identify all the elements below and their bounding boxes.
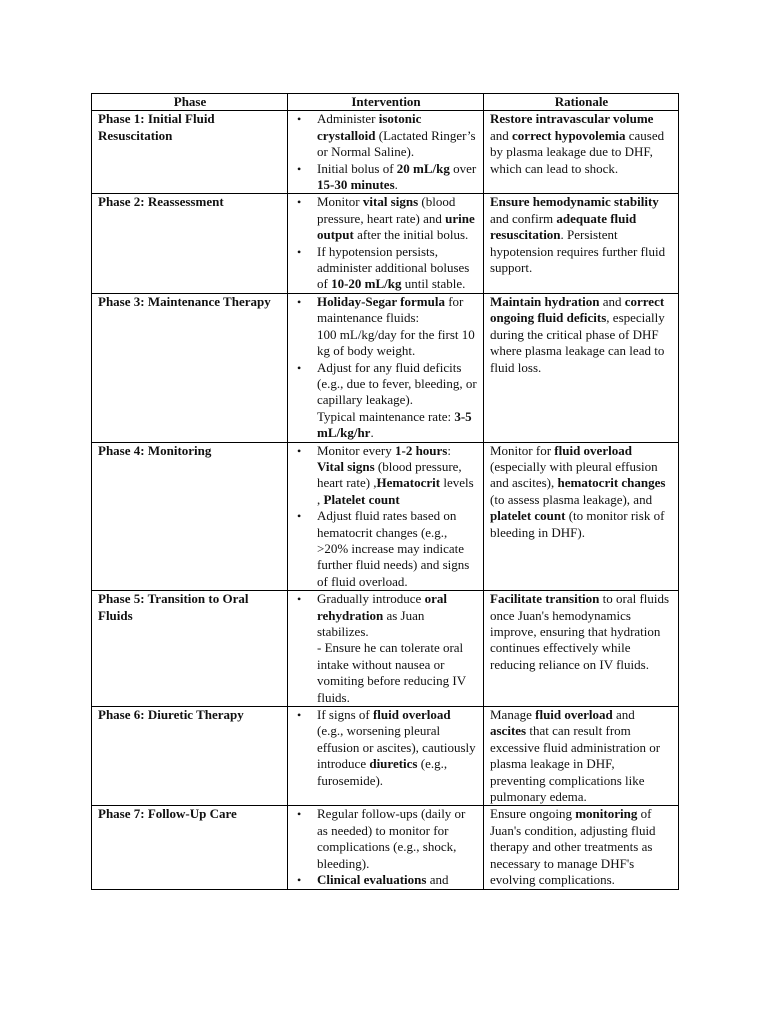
table-row	[92, 293, 679, 442]
text: and	[426, 872, 449, 888]
text: that can result from excessive fluid administration or plasma leakage in DHF, preventing complications like pulmonary edema.	[490, 723, 661, 805]
list-item	[294, 872, 478, 888]
bold-text: hematocrit changes	[557, 475, 666, 491]
bullet-icon: •	[297, 443, 302, 458]
text: and confirm	[490, 210, 557, 226]
table-row	[92, 707, 679, 806]
bold-text: platelet count	[490, 508, 566, 524]
list-item	[294, 591, 478, 706]
bold-text: adequate fluid resuscitation	[490, 210, 637, 243]
list-item	[294, 707, 478, 789]
bold-text: 3-5 mL/kg/hr	[317, 408, 472, 441]
intervention-list	[294, 294, 478, 442]
bold-text: 15-30 minutes	[317, 177, 395, 193]
list-item	[294, 244, 478, 293]
header-intervention: Intervention	[288, 94, 484, 111]
intervention-cell	[288, 707, 484, 806]
phase-cell: Phase 1: Initial Fluid Resuscitation	[92, 111, 288, 194]
list-item	[294, 360, 478, 442]
intervention-cell	[288, 806, 484, 889]
bullet-icon: •	[297, 592, 302, 607]
text: levels ,	[317, 475, 474, 507]
bold-text: fluid overload	[372, 707, 451, 723]
bold-text: 1-2 hours	[394, 442, 448, 458]
bold-text: oral rehydration	[317, 591, 447, 623]
bold-text: 10-20 mL/kg	[331, 276, 402, 292]
bold-text: Maintain hydration	[490, 293, 600, 309]
phase-cell: Phase 5: Transition to Oral Fluids	[92, 591, 288, 707]
bullet-icon: •	[297, 244, 302, 259]
bold-text: correct hypovolemia	[512, 127, 626, 143]
rationale-cell	[484, 111, 679, 194]
table-row	[92, 111, 679, 194]
bullet-icon: •	[297, 112, 302, 127]
table-row	[92, 806, 679, 889]
rationale-cell	[484, 293, 679, 442]
rationale-cell	[484, 806, 679, 889]
header-phase: Phase	[92, 94, 288, 111]
fluid-management-table	[91, 93, 679, 890]
bullet-icon: •	[297, 873, 302, 888]
text: to oral fluids once Juan's hemodynamics improve, ensuring that hydration continues effectively while reducing reliance on IV fluids.	[490, 591, 670, 672]
text: (Lactated Ringer’s or Normal Saline).	[317, 127, 476, 160]
table-row	[92, 194, 679, 293]
rationale-cell	[484, 591, 679, 707]
text: Monitor every	[317, 442, 395, 458]
text: and	[612, 707, 635, 723]
text: . Persistent hypotension requires further fluid support.	[490, 227, 666, 276]
bullet-icon: •	[297, 195, 302, 210]
bold-text: Clinical evaluations	[317, 872, 427, 888]
bold-text: isotonic crystalloid	[317, 111, 422, 143]
list-item	[294, 508, 478, 590]
bold-text: Hematocrit	[376, 475, 441, 491]
intervention-list	[294, 806, 478, 888]
bold-text: Platelet count	[323, 491, 400, 507]
rationale-cell	[484, 442, 679, 591]
text: Monitor	[317, 194, 363, 210]
text: until stable.	[401, 276, 466, 292]
bold-text: Facilitate transition	[490, 591, 600, 607]
bold-text: ascites	[490, 723, 527, 739]
text: Ensure ongoing	[490, 806, 576, 822]
text: Typical maintenance rate:	[317, 408, 455, 424]
bold-text: fluid overload	[554, 442, 632, 458]
text: and	[490, 127, 513, 143]
intervention-list	[294, 591, 478, 706]
text: , especially during the critical phase of DHF where plasma leakage can lead to fluid loss.	[490, 310, 665, 375]
bold-text: 20 mL/kg	[396, 160, 450, 176]
list-item	[294, 806, 478, 872]
text: Regular follow-ups (daily or as needed) to monitor for complications (e.g., shock, bleeding).	[317, 806, 466, 871]
bold-text: Vital signs	[317, 458, 375, 474]
text: .	[370, 425, 374, 441]
text: Adjust for any fluid deficits (e.g., due to fever, bleeding, or capillary leakage).	[317, 359, 477, 408]
list-item	[294, 111, 478, 160]
table-row	[92, 442, 679, 591]
text: (e.g., furosemide).	[317, 756, 448, 788]
text: Manage	[490, 707, 536, 723]
intervention-cell	[288, 591, 484, 707]
bullet-icon: •	[297, 294, 302, 309]
text: If hypotension persists, administer additional boluses of	[317, 243, 470, 292]
phase-cell: Phase 7: Follow-Up Care	[92, 806, 288, 889]
text: after the initial bolus.	[353, 227, 469, 243]
bold-text: correct ongoing fluid deficits	[490, 293, 665, 326]
text: (blood pressure, heart rate) and	[317, 194, 456, 226]
intervention-list	[294, 707, 478, 789]
text: (to monitor risk of bleeding in DHF).	[490, 508, 665, 540]
bold-text: monitoring	[575, 806, 638, 822]
phase-cell: Phase 3: Maintenance Therapy	[92, 293, 288, 442]
bold-text: diuretics	[369, 756, 418, 772]
text: If signs of	[317, 707, 373, 723]
text: (to assess plasma leakage), and	[490, 491, 653, 507]
text: Administer	[317, 111, 379, 127]
intervention-cell	[288, 194, 484, 293]
text: :	[447, 442, 451, 458]
rationale-cell	[484, 194, 679, 293]
intervention-cell	[288, 293, 484, 442]
intervention-list	[294, 111, 478, 193]
bold-text: Ensure hemodynamic stability	[490, 194, 659, 210]
list-item	[294, 443, 478, 509]
header-rationale: Rationale	[484, 94, 679, 111]
text: .	[394, 177, 398, 193]
text: caused by plasma leakage due to DHF, which can lead to shock.	[490, 127, 665, 176]
table-body	[92, 111, 679, 889]
list-item	[294, 161, 478, 194]
bold-text: vital signs	[362, 194, 419, 210]
phase-cell: Phase 4: Monitoring	[92, 442, 288, 591]
bold-text: urine output	[317, 210, 475, 243]
rationale-cell	[484, 707, 679, 806]
text: 100 mL/kg/day for the first 10 kg of body weight.	[317, 326, 475, 359]
phase-cell: Phase 2: Reassessment	[92, 194, 288, 293]
bullet-icon: •	[297, 161, 302, 176]
text: - Ensure he can tolerate oral intake without nausea or vomiting before reducing IV fluids.	[317, 640, 466, 705]
text: for maintenance fluids:	[317, 293, 464, 326]
bullet-icon: •	[297, 708, 302, 723]
table-row	[92, 591, 679, 707]
list-item	[294, 294, 478, 360]
list-item	[294, 194, 478, 243]
bold-text: Restore intravascular volume	[490, 111, 654, 127]
text: over	[449, 160, 477, 176]
text: (e.g., worsening pleural effusion or ascites), cautiously introduce	[317, 723, 476, 772]
bold-text: fluid overload	[535, 707, 613, 723]
text: Gradually introduce	[317, 591, 425, 607]
intervention-cell	[288, 111, 484, 194]
text: Adjust fluid rates based on hematocrit changes (e.g., >20% increase may indicate further fluid needs) and signs of fluid overload.	[317, 508, 470, 589]
text: as Juan stabilizes.	[317, 607, 425, 639]
table-header-row	[92, 94, 679, 111]
intervention-list	[294, 194, 478, 292]
bullet-icon: •	[297, 360, 302, 375]
intervention-list	[294, 443, 478, 591]
text: (blood pressure, heart rate) ,	[317, 458, 462, 491]
bold-text: Holiday-Segar formula	[317, 293, 445, 309]
text: Monitor for	[490, 442, 555, 458]
intervention-cell	[288, 442, 484, 591]
text: Initial bolus of	[317, 160, 397, 176]
text: (especially with pleural effusion and ascites),	[490, 458, 658, 491]
phase-cell: Phase 6: Diuretic Therapy	[92, 707, 288, 806]
bullet-icon: •	[297, 807, 302, 822]
text: of Juan's condition, adjusting fluid therapy and other treatments as necessary to manage DHF's evolving complications.	[490, 806, 656, 888]
text: and	[599, 293, 625, 309]
bullet-icon: •	[297, 509, 302, 524]
